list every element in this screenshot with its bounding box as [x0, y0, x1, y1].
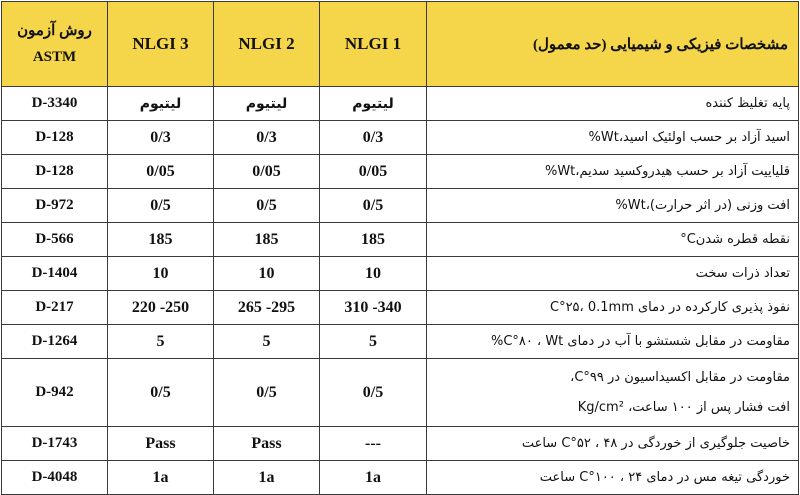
value-cell-v1: 310 -340: [320, 291, 427, 325]
property-cell: [427, 427, 799, 461]
property-cell: [427, 223, 799, 257]
value-cell-v3: 1a: [108, 461, 214, 495]
property-cell: [427, 257, 799, 291]
table-row: [2, 87, 799, 121]
property-line: افت وزنی (در اثر حرارت)،Wt%: [615, 197, 790, 213]
property-cell: [427, 359, 799, 427]
value-cell-v1: 5: [320, 325, 427, 359]
test-method-cell: D-1404: [2, 257, 108, 291]
value-cell-v2: 10: [214, 257, 320, 291]
value-cell-v3: Pass: [108, 427, 214, 461]
header-method-line1: روش آزمون: [17, 23, 92, 39]
test-method-cell: D-128: [2, 121, 108, 155]
test-method-cell: D-217: [2, 291, 108, 325]
header-nlgi3: NLGI 3: [108, 2, 214, 87]
table-body: [2, 87, 799, 495]
property-cell: [427, 291, 799, 325]
property-line: مقاومت در مقابل شستشو با آب در دمای C°۸۰ ، Wt%: [490, 333, 790, 349]
table-row: [2, 461, 799, 495]
property-line: اسید آزاد بر حسب اولئیک اسید،Wt%: [588, 129, 790, 145]
table-row: [2, 257, 799, 291]
table-row: [2, 427, 799, 461]
property-cell: [427, 155, 799, 189]
property-cell: [427, 189, 799, 223]
table-row: [2, 359, 799, 427]
table-row: [2, 155, 799, 189]
property-cell: [427, 87, 799, 121]
property-cell: [427, 121, 799, 155]
header-property: مشخصات فیزیکی و شیمیایی (حد معمول): [427, 2, 799, 87]
value-cell-v1: 0/5: [320, 359, 427, 427]
value-cell-v2: 0/5: [214, 189, 320, 223]
table-row: [2, 223, 799, 257]
value-cell-v2: 0/3: [214, 121, 320, 155]
property-line: افت فشار پس از ۱۰۰ ساعت، Kg/cm²: [577, 399, 790, 415]
value-cell-v2: 265 -295: [214, 291, 320, 325]
value-cell-v2: 5: [214, 325, 320, 359]
value-cell-v3: 10: [108, 257, 214, 291]
test-method-cell: D-1743: [2, 427, 108, 461]
property-line: مقاومت در مقابل اکسیداسیون در C°۹۹،: [570, 369, 790, 385]
value-cell-v2: 0/05: [214, 155, 320, 189]
value-cell-v2: Pass: [214, 427, 320, 461]
value-cell-v3: 0/5: [108, 189, 214, 223]
table-row: [2, 189, 799, 223]
value-cell-v1: 1a: [320, 461, 427, 495]
header-method-line2: ASTM: [32, 49, 77, 65]
test-method-cell: D-942: [2, 359, 108, 427]
value-cell-v1: 0/3: [320, 121, 427, 155]
value-cell-v2: 1a: [214, 461, 320, 495]
value-cell-v3: 0/3: [108, 121, 214, 155]
value-cell-v2: 0/5: [214, 359, 320, 427]
property-line: تعداد ذرات سخت: [695, 265, 790, 281]
value-cell-v1: لیتیوم: [320, 87, 427, 121]
test-method-cell: D-1264: [2, 325, 108, 359]
property-cell: [427, 325, 799, 359]
test-method-cell: D-566: [2, 223, 108, 257]
property-line: نقطه قطره شدنC°: [680, 231, 790, 247]
value-cell-v3: 0/5: [108, 359, 214, 427]
value-cell-v3: 5: [108, 325, 214, 359]
test-method-cell: D-128: [2, 155, 108, 189]
value-cell-v3: 0/05: [108, 155, 214, 189]
value-cell-v1: 0/05: [320, 155, 427, 189]
value-cell-v2: 185: [214, 223, 320, 257]
value-cell-v2: لیتیوم: [214, 87, 320, 121]
value-cell-v3: 185: [108, 223, 214, 257]
header-row: [2, 2, 799, 87]
header-nlgi1: NLGI 1: [320, 2, 427, 87]
value-cell-v1: 185: [320, 223, 427, 257]
value-cell-v1: 10: [320, 257, 427, 291]
table-row: [2, 121, 799, 155]
property-line: خاصیت جلوگیری از خوردگی در C°۵۲ ، ۴۸ ساعت: [521, 435, 790, 451]
value-cell-v1: 0/5: [320, 189, 427, 223]
test-method-cell: D-972: [2, 189, 108, 223]
property-cell: [427, 461, 799, 495]
property-line: پایه تغلیظ کننده: [705, 95, 790, 111]
value-cell-v3: 220 -250: [108, 291, 214, 325]
value-cell-v3: لیتیوم: [108, 87, 214, 121]
table-row: [2, 325, 799, 359]
test-method-cell: D-4048: [2, 461, 108, 495]
value-cell-v1: ---: [320, 427, 427, 461]
test-method-cell: D-3340: [2, 87, 108, 121]
property-line: خوردگی تیغه مس در دمای C°۱۰۰ ، ۲۴ ساعت: [539, 469, 790, 485]
header-nlgi2: NLGI 2: [214, 2, 320, 87]
table-row: [2, 291, 799, 325]
property-line: نفوذ پذیری کارکرده در دمای C°۲۵، 0.1mm: [550, 299, 790, 315]
property-line: قلیاییت آزاد بر حسب هیدروکسید سدیم،Wt%: [544, 163, 790, 179]
grease-spec-table: [1, 1, 799, 495]
header-test-method: [2, 2, 108, 87]
